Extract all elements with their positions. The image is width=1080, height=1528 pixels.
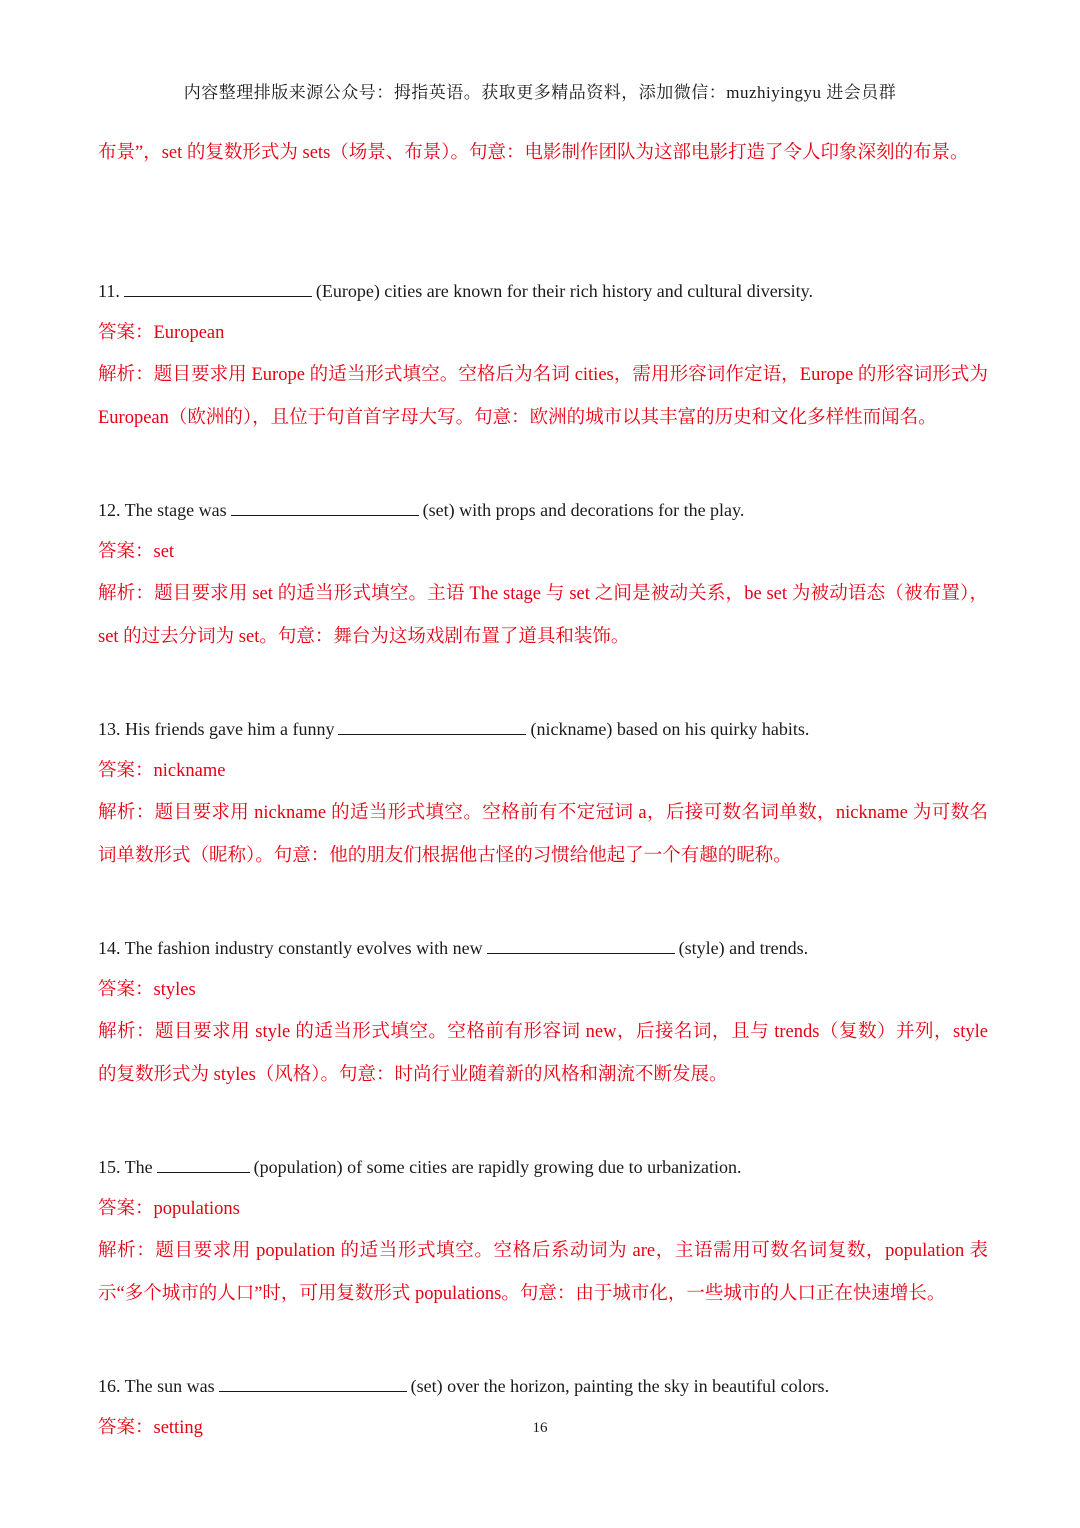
carryover-analysis: 布景”，set 的复数形式为 sets（场景、布景）。句意：电影制作团队为这部电影打造了令人印象深刻的布景。 (98, 143, 969, 163)
question-text (98, 496, 988, 524)
document-body (98, 135, 988, 1456)
question-13 (98, 715, 988, 877)
answer-blank (487, 934, 675, 954)
answer-text: 答案：styles (98, 980, 196, 1000)
analysis-text: 解析：题目要求用 nickname 的适当形式填空。空格前有不定冠词 a，后接可数名词单数，nickname 为可数名词单数形式（昵称）。句意：他的朋友们根据他古怪的习惯给他起了一个有趣的昵称。 (98, 803, 988, 866)
question-prefix: 13. His friends gave him a funny (98, 719, 335, 739)
question-prefix: 16. The sun was (98, 1376, 215, 1396)
question-suffix: (style) and trends. (678, 938, 809, 958)
answer-blank (157, 1153, 250, 1173)
answer-blank (124, 277, 312, 297)
analysis-text: 解析：题目要求用 style 的适当形式填空。空格前有形容词 new，后接名词，且与 trends（复数）并列，style 的复数形式为 styles（风格）。句意：时尚行业随着新的风格和潮流不断发展。 (98, 1022, 988, 1085)
analysis-text: 解析：题目要求用 set 的适当形式填空。主语 The stage 与 set 之间是被动关系，be set 为被动语态（被布置），set 的过去分词为 set。句意：舞台为这场戏剧布置了道具和装饰。 (98, 584, 988, 647)
question-text (98, 1153, 988, 1181)
answer-text: 答案：setting (98, 1418, 203, 1438)
question-suffix: (set) over the horizon, painting the sky in beautiful colors. (410, 1376, 830, 1396)
question-15 (98, 1153, 988, 1315)
question-text (98, 715, 988, 743)
analysis-text: 解析：题目要求用 population 的适当形式填空。空格后系动词为 are，主语需用可数名词复数，population 表示“多个城市的人口”时，可用复数形式 populations。句意：由于城市化，一些城市的人口正在快速增长。 (98, 1241, 988, 1304)
answer-text: 答案：nickname (98, 761, 226, 781)
question-prefix: 12. The stage was (98, 500, 227, 520)
question-suffix: (Europe) cities are known for their rich history and cultural diversity. (315, 281, 814, 301)
question-suffix: (set) with props and decorations for the play. (422, 500, 745, 520)
analysis-text: 解析：题目要求用 Europe 的适当形式填空。空格后为名词 cities，需用形容词作定语，Europe 的形容词形式为 European（欧洲的），且位于句首首字母大写。句意：欧洲的城市以其丰富的历史和文化多样性而闻名。 (98, 365, 988, 428)
answer-text: 答案：European (98, 323, 225, 343)
question-prefix: 14. The fashion industry constantly evolves with new (98, 938, 483, 958)
question-text (98, 934, 988, 962)
answer-blank (338, 715, 526, 735)
answer-blank (231, 496, 419, 516)
answer-text: 答案：set (98, 542, 175, 562)
page-number: 16 (532, 1420, 548, 1436)
question-suffix: (nickname) based on his quirky habits. (530, 719, 810, 739)
answer-text: 答案：populations (98, 1199, 240, 1219)
question-prefix: 15. The (98, 1157, 153, 1177)
question-suffix: (population) of some cities are rapidly growing due to urbanization. (253, 1157, 742, 1177)
question-text (98, 277, 988, 305)
question-11 (98, 277, 988, 439)
answer-blank (219, 1372, 407, 1392)
question-12 (98, 496, 988, 658)
page-header: 内容整理排版来源公众号：拇指英语。获取更多精品资料，添加微信：muzhiyingyu 进会员群 (183, 83, 897, 102)
question-text (98, 1372, 988, 1400)
question-14 (98, 934, 988, 1096)
question-prefix: 11. (98, 281, 120, 301)
